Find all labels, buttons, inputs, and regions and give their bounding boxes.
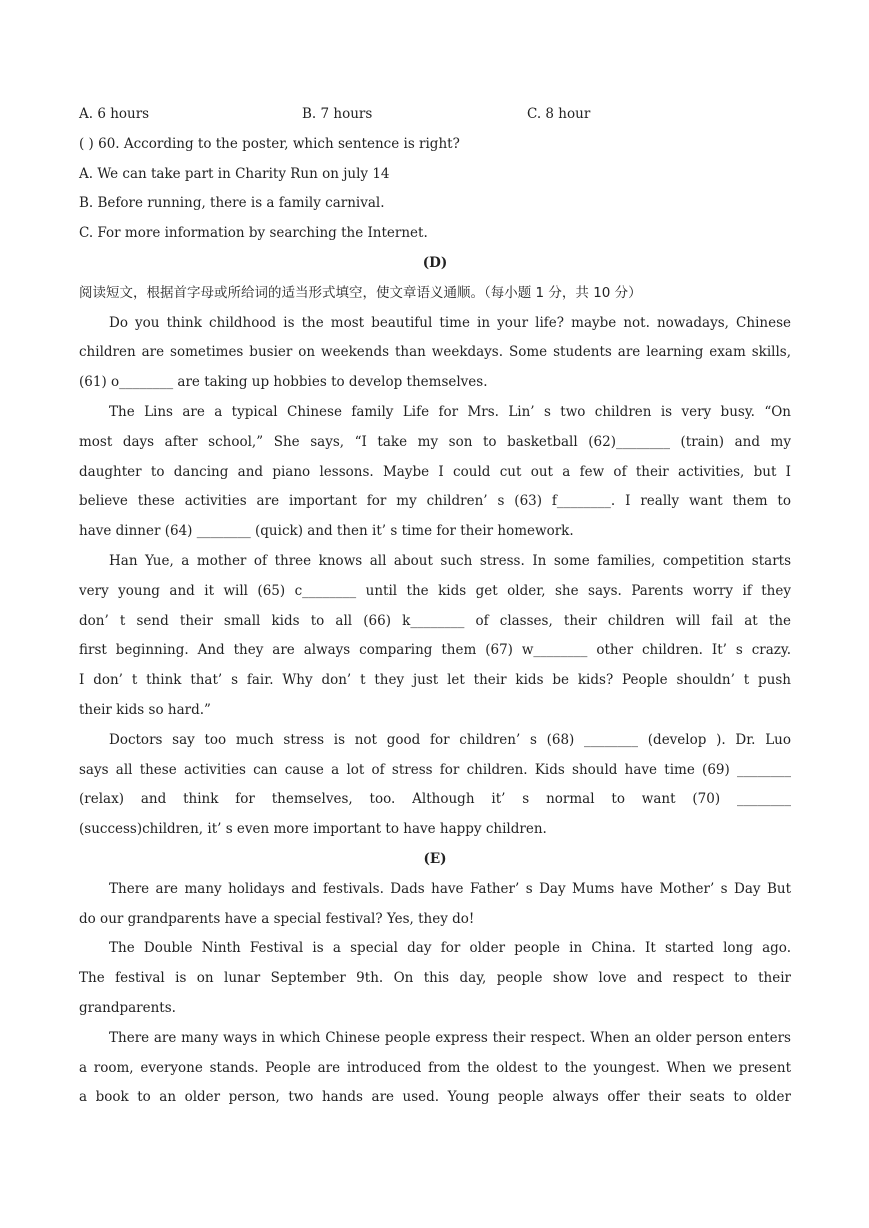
paragraph-line: grandparents.: [79, 999, 176, 1016]
section-e-heading: (E): [423, 850, 447, 867]
paragraph-line: Do you think childhood is the most beautiful time in your life? maybe not. nowadays, Chinese: [109, 314, 791, 331]
paragraph-line: I don’ t think that’ s fair. Why don’ t they just let their kids be kids? People shouldn’ t push: [79, 672, 791, 689]
paragraph-line: There are many ways in which Chinese people express their respect. When an older person enters: [109, 1029, 791, 1046]
paragraph-line: (success)children, it’ s even more important to have happy children.: [79, 821, 547, 838]
paragraph-line: There are many holidays and festivals. Dads have Father’ s Day Mums have Mother’ s Day But: [109, 880, 791, 897]
paragraph-line: daughter to dancing and piano lessons. Maybe I could cut out a few of their activities, but I: [79, 463, 791, 480]
section-d-instruction: 阅读短文，根据首字母或所给词的适当形式填空，使文章语义通顺。（每小题 1 分，共 10 分）: [79, 284, 642, 301]
paragraph-line: don’ t send their small kids to all (66) k________ of classes, their children will fail at the: [79, 612, 791, 629]
q60-stem: ( ) 60. According to the poster, which sentence is right?: [79, 135, 460, 152]
section-e-paragraph-2: [79, 934, 791, 1023]
q59-option-b: B. 7 hours: [302, 106, 373, 122]
q60-option-b: B. Before running, there is a family carnival.: [79, 195, 385, 212]
paragraph-line: most days after school,” She says, “I take my son to basketball (62)________ (train) and my: [79, 433, 791, 450]
paragraph-line: Doctors say too much stress is not good for children’ s (68) ________ (develop ). Dr. Luo: [109, 731, 791, 748]
section-d-paragraph-4: [79, 726, 791, 845]
paragraph-line: first beginning. And they are always comparing them (67) w________ other children. It’ s crazy.: [79, 642, 791, 659]
paragraph-line: very young and it will (65) c________ until the kids get older, she says. Parents worry if they: [79, 582, 791, 599]
paragraph-line: The festival is on lunar September 9th. On this day, people show love and respect to their: [79, 970, 791, 987]
paragraph-line: (61) o________ are taking up hobbies to develop themselves.: [79, 374, 488, 391]
section-d-heading: (D): [422, 254, 448, 271]
section-d-paragraph-3: [79, 547, 791, 726]
q59-options: [79, 100, 791, 130]
paragraph-line: their kids so hard.”: [79, 701, 211, 718]
section-d-paragraph-1: [79, 309, 791, 398]
paragraph-line: The Double Ninth Festival is a special day for older people in China. It started long ago.: [109, 940, 791, 957]
q59-option-a: A. 6 hours: [79, 106, 150, 122]
q60-option-a: A. We can take part in Charity Run on july 14: [79, 165, 390, 182]
paragraph-line: children are sometimes busier on weekends than weekdays. Some students are learning exam skills,: [79, 344, 791, 361]
paragraph-line: Han Yue, a mother of three knows all about such stress. In some families, competition starts: [109, 552, 791, 569]
paragraph-line: have dinner (64) ________ (quick) and then it’ s time for their homework.: [79, 523, 574, 540]
exam-page: [79, 100, 791, 1113]
paragraph-line: (relax) and think for themselves, too. Although it’ s normal to want (70) ________: [79, 791, 791, 808]
paragraph-line: a book to an older person, two hands are used. Young people always offer their seats to older: [79, 1089, 791, 1106]
paragraph-line: a room, everyone stands. People are introduced from the oldest to the youngest. When we present: [79, 1059, 791, 1076]
q60-option-c: C. For more information by searching the Internet.: [79, 225, 428, 242]
paragraph-line: do our grandparents have a special festival? Yes, they do!: [79, 910, 475, 927]
section-e-paragraph-1: [79, 875, 791, 935]
section-e-paragraph-3: [79, 1024, 791, 1113]
section-d-paragraph-2: [79, 398, 791, 547]
paragraph-line: The Lins are a typical Chinese family Life for Mrs. Lin’ s two children is very busy. “On: [109, 403, 791, 420]
q59-option-c: C. 8 hour: [527, 106, 591, 122]
paragraph-line: believe these activities are important for my children’ s (63) f________. I really want them to: [79, 493, 791, 510]
paragraph-line: says all these activities can cause a lot of stress for children. Kids should have time (69) ________: [79, 761, 791, 778]
